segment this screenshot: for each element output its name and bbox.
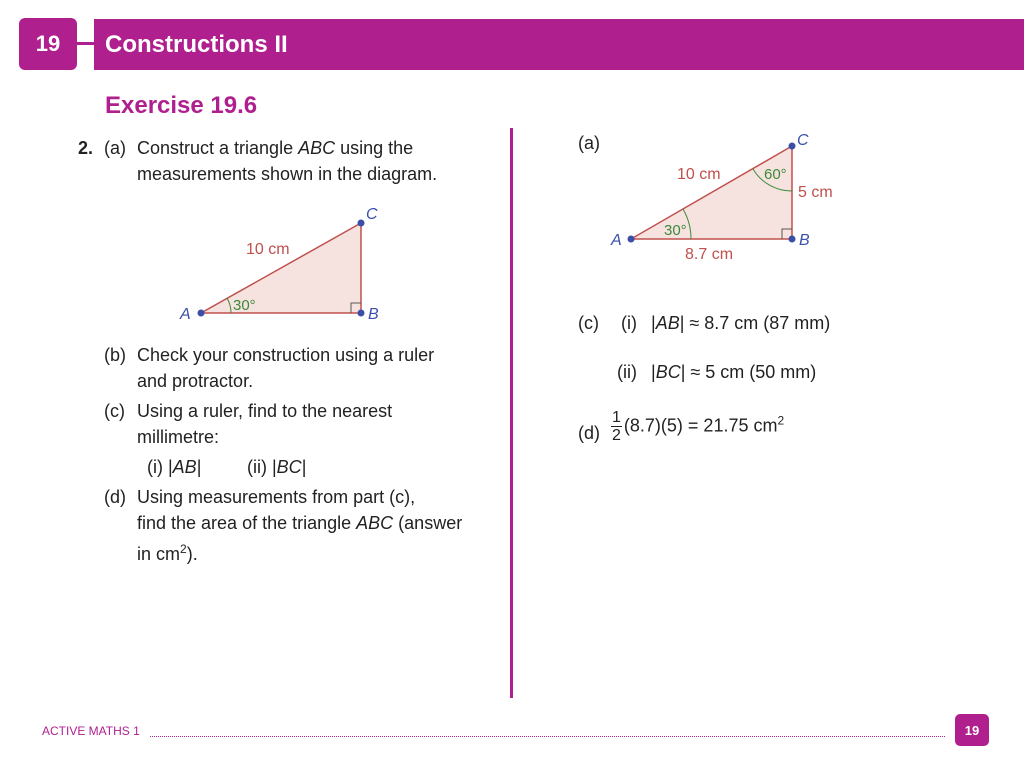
- answer-d: $\frac{1}{2}$ (8.7)(5) = 21.75 $cm^2$: [612, 409, 785, 444]
- part-a-line1: Construct a triangle ABC using the: [137, 138, 414, 158]
- chapter-number-badge: 19: [19, 18, 77, 70]
- answer-c-ii: |BC| ≈ 5 cm (50 mm): [651, 362, 817, 382]
- answer-vertex-b-label: B: [799, 232, 810, 249]
- answer-vertex-b-dot: [789, 236, 796, 243]
- question-triangle: [201, 223, 361, 313]
- answer-angle-a-label: 30°: [664, 222, 687, 239]
- answer-c-label: (c): [578, 313, 599, 333]
- answer-vertex-a-label: A: [611, 232, 622, 249]
- footer-dotted-rule: [150, 736, 945, 737]
- vertex-a-label: A: [180, 306, 191, 323]
- part-a-label: (a): [104, 138, 126, 158]
- column-divider: [510, 128, 513, 698]
- chapter-title-bar: [94, 19, 1024, 70]
- answer-triangle-diagram: [600, 125, 850, 270]
- answer-c-ii-label: (ii): [617, 362, 637, 382]
- part-c-label: (c): [104, 401, 125, 421]
- answer-angle-c-label: 60°: [764, 166, 787, 183]
- part-c-line1: Using a ruler, find to the nearest: [137, 401, 393, 421]
- answer-vertex-c-label: C: [797, 132, 809, 149]
- vertex-c-label: C: [366, 206, 378, 223]
- vertex-b-dot: [358, 310, 365, 317]
- part-d-line3: in $cm^2$).: [137, 542, 198, 564]
- answer-a-label: (a): [578, 133, 600, 153]
- page-number-badge: 19: [955, 714, 989, 746]
- part-d-line1: Using measurements from part (c),: [137, 487, 416, 507]
- question-triangle-diagram: [170, 200, 410, 330]
- answer-side-bc-label: 5 cm: [798, 184, 833, 201]
- angle-a-label: 30°: [233, 297, 256, 314]
- answer-d-fraction: $\frac{1}{2}$: [612, 409, 621, 444]
- part-c-sub-i: (i) |AB|: [147, 457, 202, 477]
- answer-vertex-c-dot: [789, 143, 796, 150]
- answer-c-i-label: (i): [621, 313, 637, 333]
- exercise-heading: Exercise 19.6: [105, 92, 258, 119]
- vertex-c-dot: [358, 220, 365, 227]
- badge-connector: [77, 42, 95, 45]
- question-number: 2.: [78, 138, 94, 158]
- answer-c-i: |AB| ≈ 8.7 cm (87 mm): [651, 313, 831, 333]
- answer-vertex-a-dot: [628, 236, 635, 243]
- part-b-line2: and protractor.: [137, 371, 254, 391]
- side-ac-label: 10 cm: [246, 241, 290, 258]
- part-b-label: (b): [104, 345, 126, 365]
- answer-side-ab-label: 8.7 cm: [685, 246, 734, 263]
- vertex-b-label: B: [368, 306, 379, 323]
- vertex-a-dot: [198, 310, 205, 317]
- chapter-title: Constructions II: [105, 30, 288, 58]
- footer-book-title: ACTIVE MATHS 1: [42, 724, 140, 738]
- part-a-line2: measurements shown in the diagram.: [137, 164, 438, 184]
- part-b-line1: Check your construction using a ruler: [137, 345, 435, 365]
- part-c-line2: millimetre:: [137, 427, 220, 447]
- part-d-line2: find the area of the triangle ABC (answer: [137, 513, 463, 533]
- answer-side-ac-label: 10 cm: [677, 166, 721, 183]
- answer-triangle: [631, 146, 792, 239]
- part-c-sub-ii: (ii) |BC|: [247, 457, 307, 477]
- answer-d-label: (d): [578, 423, 600, 443]
- part-d-label: (d): [104, 487, 126, 507]
